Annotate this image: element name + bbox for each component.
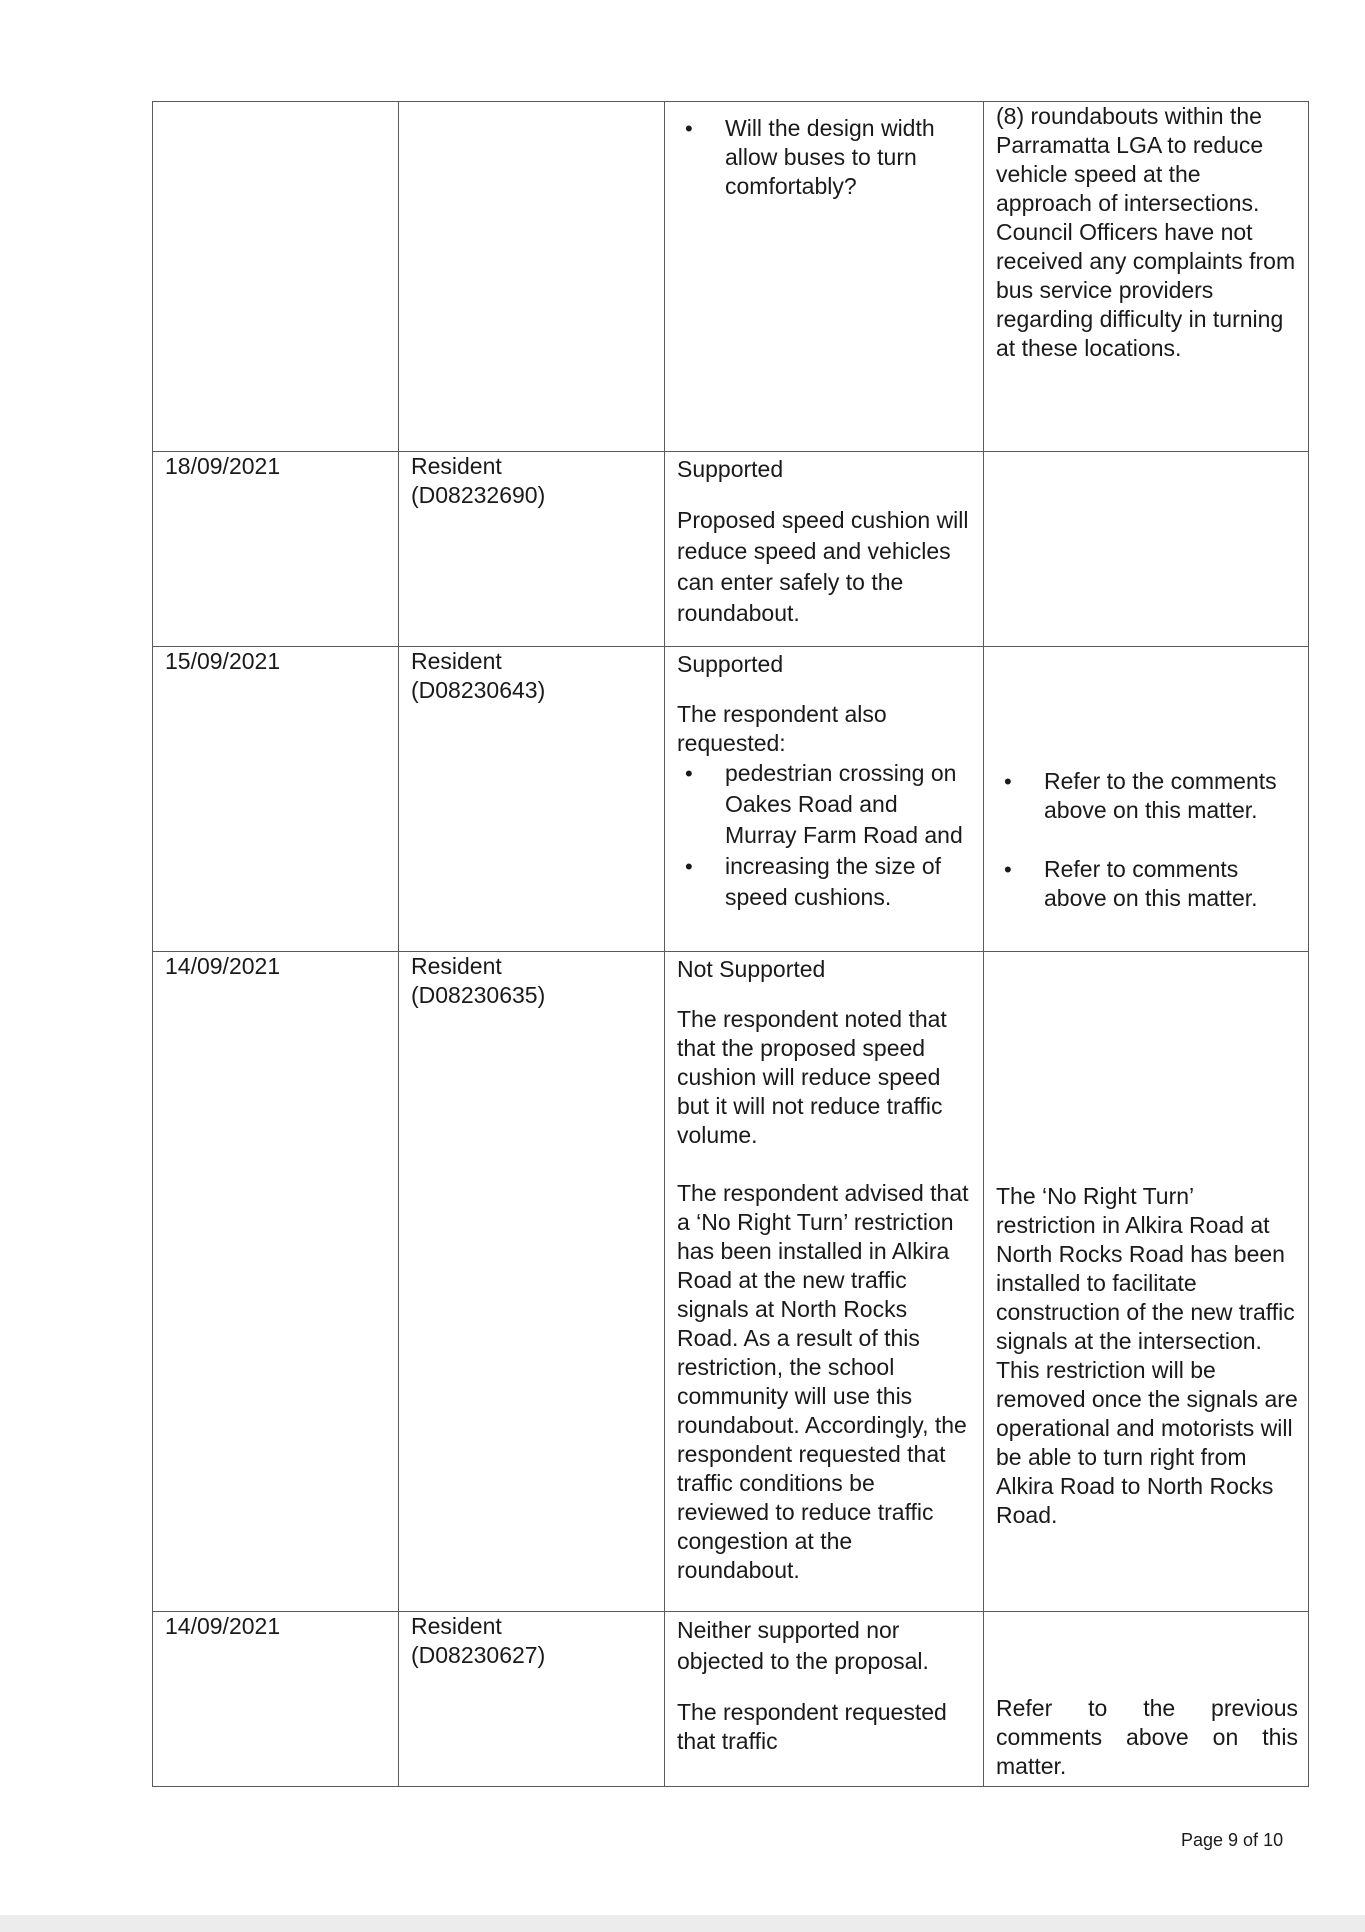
response-cell	[984, 452, 1309, 647]
respondent-type: Resident	[411, 648, 502, 674]
date-cell	[153, 647, 399, 952]
comment-intro: The respondent also requested:	[677, 701, 887, 756]
date-cell	[153, 452, 399, 647]
table-row	[153, 1612, 1309, 1787]
comment-cell	[665, 452, 984, 647]
list-item: • increasing the size of speed cushions.	[677, 851, 973, 913]
date-text: 14/09/2021	[165, 953, 281, 979]
comment-text: The respondent noted that that the proposed speed cushion will reduce speed but it will not reduce traffic volume.	[677, 1006, 947, 1148]
status-text: Supported	[677, 651, 784, 677]
comment-cell	[665, 647, 984, 952]
comment-cell	[665, 952, 984, 1612]
respondent-cell	[399, 102, 665, 452]
respondent-type: Resident	[411, 1613, 502, 1639]
respondent-ref: (D08230643)	[411, 677, 546, 703]
table-row	[153, 952, 1309, 1612]
table-row	[153, 647, 1309, 952]
date-text: 18/09/2021	[165, 453, 281, 479]
response-text: The ‘No Right Turn’ restriction in Alkira Road at North Rocks Road has been installed to facilitate construction of the new traffic signals at the intersection. This restriction will be removed once the signals are operational and motorists will be able to turn right from Alkira Road to North Rocks Road.	[996, 1183, 1298, 1528]
comment-text: The respondent requested that traffic	[677, 1699, 947, 1754]
respondent-ref: (D08230635)	[411, 982, 546, 1008]
list-item: • Refer to comments above on this matter.	[996, 855, 1298, 913]
status-text: Supported	[677, 456, 784, 482]
comment-cell	[665, 102, 984, 452]
date-cell	[153, 952, 399, 1612]
comment-text: Proposed speed cushion will reduce speed and vehicles can enter safely to the roundabout.	[677, 507, 969, 626]
response-text: Refer to the previous comments above on this matter.	[996, 1695, 1298, 1779]
respondent-cell	[399, 1612, 665, 1787]
comment-bullet-list	[677, 758, 973, 913]
respondent-cell	[399, 647, 665, 952]
table-row	[153, 102, 1309, 452]
comment-bullet-list	[677, 114, 973, 201]
respondent-ref: (D08230627)	[411, 1642, 546, 1668]
table-row	[153, 452, 1309, 647]
respondent-ref: (D08232690)	[411, 482, 546, 508]
status-text: Not Supported	[677, 956, 826, 982]
respondent-cell	[399, 452, 665, 647]
respondent-type: Resident	[411, 953, 502, 979]
response-bullet-list	[996, 767, 1298, 913]
response-cell	[984, 1612, 1309, 1787]
response-cell	[984, 102, 1309, 452]
status-text: Neither supported nor objected to the proposal.	[677, 1617, 929, 1674]
list-item: • pedestrian crossing on Oakes Road and Murray Farm Road and	[677, 758, 973, 851]
viewer-bottom-edge	[0, 1915, 1365, 1932]
comment-cell	[665, 1612, 984, 1787]
date-text: 14/09/2021	[165, 1613, 281, 1639]
response-text: (8) roundabouts within the Parramatta LGA to reduce vehicle speed at the approach of intersections. Council Officers have not received any complaints from bus service providers regarding difficulty in turning at these locations.	[996, 103, 1296, 361]
consultation-table	[152, 101, 1309, 1787]
page-number: Page 9 of 10	[1181, 1830, 1284, 1850]
list-item: • Will the design width allow buses to turn comfortably?	[677, 114, 973, 201]
comment-text: The respondent advised that a ‘No Right Turn’ restriction has been installed in Alkira Road at the new traffic signals at North Rocks Road. As a result of this restriction, the school community will use this roundabout. Accordingly, the respondent requested that traffic conditions be reviewed to reduce traffic congestion at the roundabout.	[677, 1180, 969, 1583]
date-cell	[153, 1612, 399, 1787]
response-cell	[984, 647, 1309, 952]
respondent-cell	[399, 952, 665, 1612]
date-cell	[153, 102, 399, 452]
response-cell	[984, 952, 1309, 1612]
list-item: • Refer to the comments above on this matter.	[996, 767, 1298, 825]
date-text: 15/09/2021	[165, 648, 281, 674]
respondent-type: Resident	[411, 453, 502, 479]
